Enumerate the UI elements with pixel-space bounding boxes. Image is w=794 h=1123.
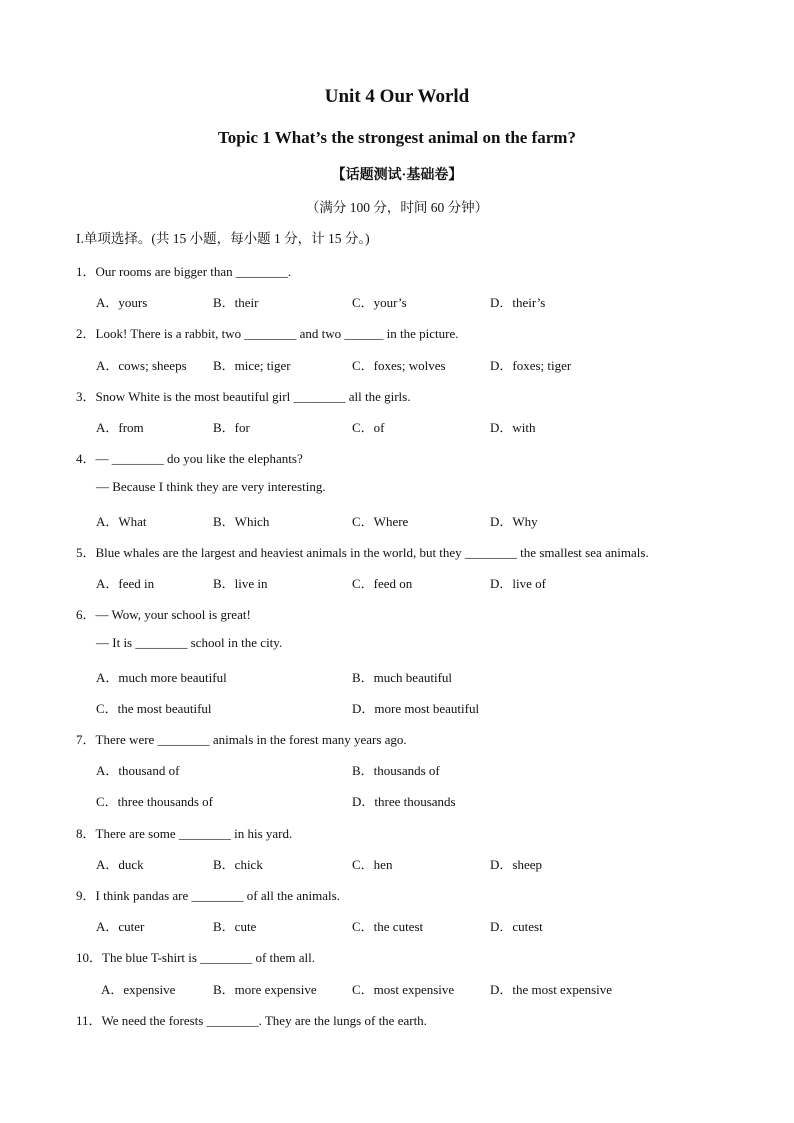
option-c: C．of <box>352 420 385 435</box>
question-stem: 6．— Wow, your school is great! <box>76 607 251 622</box>
question-stem: 8．There are some ________ in his yard. <box>76 826 293 841</box>
section-heading: I.单项选择。(共 15 小题，每小题 1 分，计 15 分。) <box>76 231 370 246</box>
option-b: B．more expensive <box>213 982 317 997</box>
option-b: B．cute <box>213 919 257 934</box>
option-b: B．their <box>213 295 259 310</box>
option-c: C．the most beautiful <box>96 701 212 716</box>
option-b: B．live in <box>213 576 268 591</box>
question-stem: 9．I think pandas are ________ of all the animals. <box>76 888 340 903</box>
option-c: C．three thousands of <box>96 794 213 809</box>
option-b: B．mice; tiger <box>213 358 291 373</box>
option-a: A．thousand of <box>96 763 180 778</box>
option-a: A．What <box>96 514 147 529</box>
option-a: A．duck <box>96 857 144 872</box>
page-subtitle: Topic 1 What’s the strongest animal on the farm? <box>218 128 576 147</box>
question-stem: 11．We need the forests ________. They are the lungs of the earth. <box>76 1013 427 1028</box>
option-b: B．thousands of <box>352 763 440 778</box>
option-a: A．from <box>96 420 144 435</box>
option-d: D．the most expensive <box>490 982 613 997</box>
option-d: D．cutest <box>490 919 543 934</box>
option-c: C．hen <box>352 857 393 872</box>
option-a: A．feed in <box>96 576 155 591</box>
question-stem: 7．There were ________ animals in the forest many years ago. <box>76 732 407 747</box>
option-b: B．Which <box>213 514 270 529</box>
option-a: A．much more beautiful <box>96 670 227 685</box>
question-stem: 5．Blue whales are the largest and heaviest animals in the world, but they ________ the smallest sea animals. <box>76 545 649 560</box>
option-c: C．the cutest <box>352 919 424 934</box>
option-a: A．cows; sheeps <box>96 358 187 373</box>
option-a: A．cuter <box>96 919 145 934</box>
score-time-note: （满分 100 分，时间 60 分钟） <box>305 200 489 215</box>
option-d: D．foxes; tiger <box>490 358 572 373</box>
option-b: B．chick <box>213 857 263 872</box>
option-d: D．sheep <box>490 857 542 872</box>
option-d: D．their’s <box>490 295 546 310</box>
option-a: A．yours <box>96 295 148 310</box>
option-c: C．Where <box>352 514 409 529</box>
option-b: B．for <box>213 420 250 435</box>
option-c: C．feed on <box>352 576 413 591</box>
option-d: D．Why <box>490 514 538 529</box>
question-stem: 4．— ________ do you like the elephants? <box>76 451 303 466</box>
option-a: A．expensive <box>101 982 176 997</box>
question-stem: 2．Look! There is a rabbit, two ________ and two ______ in the picture. <box>76 326 459 341</box>
test-type-tag: 【话题测试·基础卷】 <box>331 168 463 183</box>
option-d: D．live of <box>490 576 546 591</box>
dialog-line: — Because I think they are very interesting. <box>96 479 326 494</box>
option-d: D．more most beautiful <box>352 701 480 716</box>
option-d: D．three thousands <box>352 794 456 809</box>
question-stem: 1．Our rooms are bigger than ________. <box>76 264 292 279</box>
option-d: D．with <box>490 420 536 435</box>
question-stem: 3．Snow White is the most beautiful girl ________ all the girls. <box>76 389 411 404</box>
option-b: B．much beautiful <box>352 670 453 685</box>
option-c: C．your’s <box>352 295 407 310</box>
dialog-line: — It is ________ school in the city. <box>96 635 283 650</box>
question-stem: 10．The blue T-shirt is ________ of them all. <box>76 950 316 965</box>
option-c: C．foxes; wolves <box>352 358 446 373</box>
option-c: C．most expensive <box>352 982 455 997</box>
page-title: Unit 4 Our World <box>324 86 470 107</box>
